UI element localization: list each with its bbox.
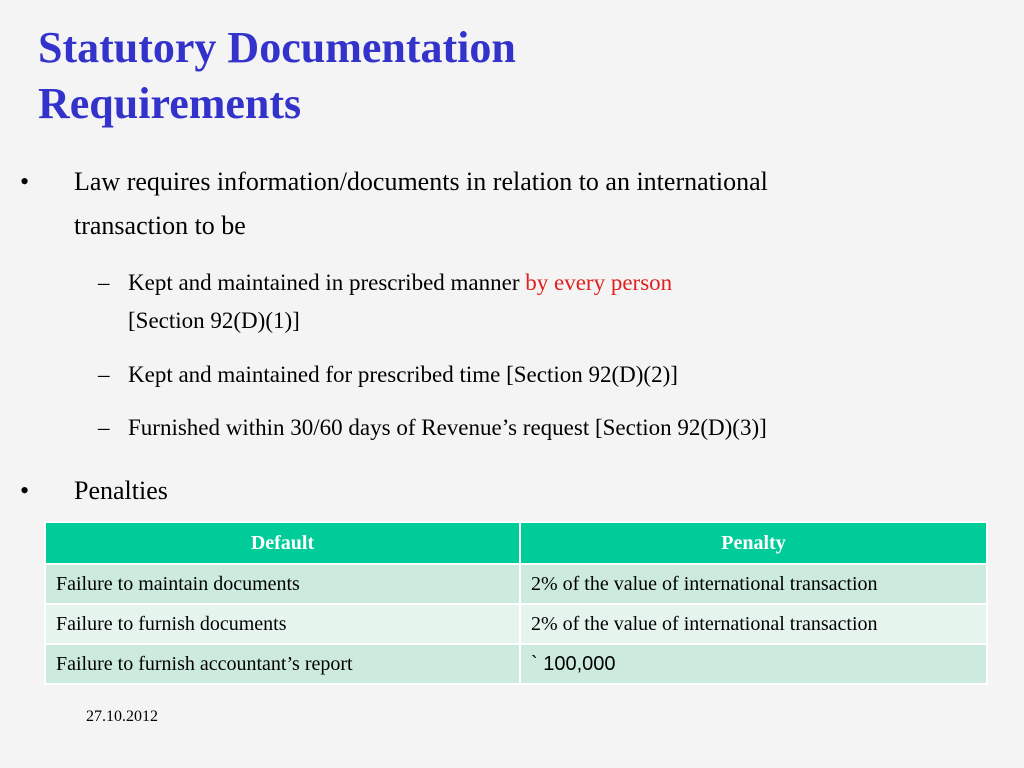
bullet-mark: • bbox=[20, 167, 30, 196]
section-reference: [Section 92(D)(1)] bbox=[128, 308, 300, 333]
footer-date: 27.10.2012 bbox=[86, 708, 158, 725]
dash-mark: – bbox=[98, 415, 110, 440]
slide-title-line-2: Requirements bbox=[38, 79, 302, 128]
bullet-text bbox=[74, 160, 944, 248]
table-row bbox=[45, 604, 987, 644]
bullet-text: Penalties bbox=[74, 476, 168, 505]
penalty-table bbox=[44, 521, 988, 685]
cell-penalty: 2% of the value of international transaction bbox=[520, 604, 987, 644]
sub-item-text: Kept and maintained for prescribed time [Section 92(D)(2)] bbox=[128, 362, 678, 387]
highlight-text: by every person bbox=[525, 270, 673, 295]
cell-default: Failure to maintain documents bbox=[45, 564, 520, 604]
header-default: Default bbox=[45, 522, 520, 564]
cell-penalty: 2% of the value of international transaction bbox=[520, 564, 987, 604]
bullet-mark: • bbox=[20, 476, 30, 505]
dash-mark: – bbox=[98, 362, 110, 387]
sub-item-text bbox=[128, 264, 948, 340]
cell-penalty: ` 100,000 bbox=[520, 644, 987, 684]
cell-default: Failure to furnish documents bbox=[45, 604, 520, 644]
slide-title bbox=[38, 20, 938, 132]
dash-mark: – bbox=[98, 270, 110, 295]
slide-title-line-1: Statutory Documentation bbox=[38, 23, 516, 72]
bullet-text-line-1: Law requires information/documents in relation to an international bbox=[74, 167, 768, 196]
cell-default: Failure to furnish accountant’s report bbox=[45, 644, 520, 684]
header-penalty: Penalty bbox=[520, 522, 987, 564]
bullet-text-line-2: transaction to be bbox=[74, 211, 246, 240]
sub-item-text: Furnished within 30/60 days of Revenue’s request [Section 92(D)(3)] bbox=[128, 415, 767, 440]
table-row bbox=[45, 564, 987, 604]
table-header-row bbox=[45, 522, 987, 564]
table-row bbox=[45, 644, 987, 684]
sub-item-text-main: Kept and maintained in prescribed manner bbox=[128, 270, 526, 295]
